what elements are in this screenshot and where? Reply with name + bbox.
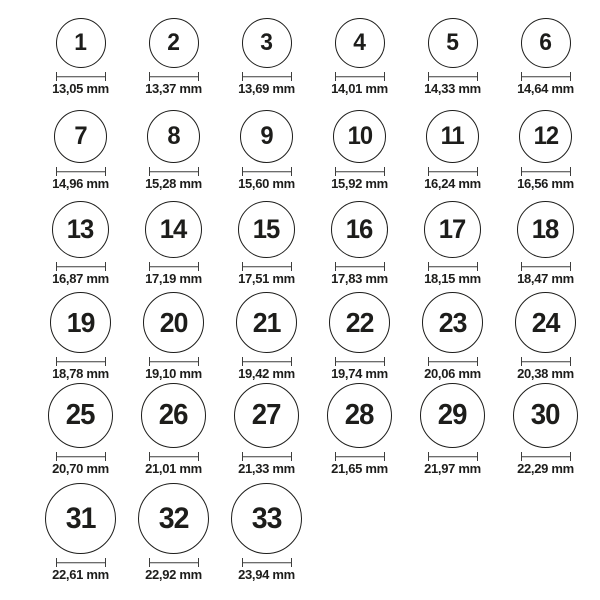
ring-size-number: 16 xyxy=(346,214,373,245)
diameter-label: 23,94 mm xyxy=(238,567,295,583)
diameter-label: 13,05 mm xyxy=(52,81,109,97)
ring-size-number: 28 xyxy=(345,399,374,432)
diameter-label: 19,74 mm xyxy=(331,366,388,382)
diameter-measure-line xyxy=(56,72,106,81)
diameter-measure-line xyxy=(56,262,106,271)
ring-circle xyxy=(331,201,388,258)
ring-size-item xyxy=(406,110,499,192)
ring-size-item xyxy=(34,383,127,477)
diameter-label: 17,51 mm xyxy=(238,271,295,287)
ring-circle xyxy=(143,292,204,353)
diameter-measure-line xyxy=(428,452,478,461)
ring-circle xyxy=(521,18,571,68)
ring-size-number: 5 xyxy=(446,29,459,57)
ring-size-item xyxy=(127,18,220,97)
ring-size-number: 27 xyxy=(252,399,281,432)
diameter-measure-line xyxy=(149,72,199,81)
ring-size-item xyxy=(406,201,499,287)
ring-size-number: 2 xyxy=(167,29,180,57)
ring-size-item xyxy=(34,110,127,192)
ring-circle xyxy=(517,201,574,258)
diameter-measure-line xyxy=(242,167,292,176)
diameter-label: 17,19 mm xyxy=(145,271,202,287)
diameter-measure-line xyxy=(242,452,292,461)
ring-circle xyxy=(327,383,392,448)
ring-size-item xyxy=(220,201,313,287)
diameter-label: 22,29 mm xyxy=(517,461,574,477)
diameter-label: 21,97 mm xyxy=(424,461,481,477)
diameter-label: 19,42 mm xyxy=(238,366,295,382)
ring-circle xyxy=(240,110,293,163)
diameter-label: 21,01 mm xyxy=(145,461,202,477)
chart-row xyxy=(34,2,600,97)
ring-size-number: 23 xyxy=(438,306,467,338)
ring-size-number: 21 xyxy=(252,306,281,338)
ring-size-number: 13 xyxy=(67,214,94,245)
diameter-measure-line xyxy=(521,262,571,271)
diameter-measure-line xyxy=(149,558,199,567)
ring-size-number: 26 xyxy=(159,399,188,432)
ring-size-item xyxy=(499,18,592,97)
ring-size-item xyxy=(406,18,499,97)
diameter-measure-line xyxy=(149,357,199,366)
diameter-label: 16,56 mm xyxy=(517,176,574,192)
ring-circle xyxy=(422,292,483,353)
ring-circle xyxy=(231,483,302,554)
ring-size-number: 6 xyxy=(539,29,552,57)
ring-size-number: 8 xyxy=(167,122,180,151)
diameter-measure-line xyxy=(428,357,478,366)
diameter-measure-line xyxy=(56,452,106,461)
diameter-label: 22,61 mm xyxy=(52,567,109,583)
diameter-label: 19,10 mm xyxy=(145,366,202,382)
diameter-label: 13,69 mm xyxy=(238,81,295,97)
ring-size-number: 25 xyxy=(66,399,95,432)
ring-size-number: 11 xyxy=(440,122,465,151)
diameter-label: 14,64 mm xyxy=(517,81,574,97)
ring-circle xyxy=(519,110,572,163)
ring-circle xyxy=(145,201,202,258)
ring-size-item xyxy=(220,18,313,97)
ring-size-item xyxy=(313,383,406,477)
ring-circle xyxy=(428,18,478,68)
ring-size-item xyxy=(127,483,220,583)
diameter-measure-line xyxy=(335,167,385,176)
ring-size-item xyxy=(34,483,127,583)
ring-size-number: 29 xyxy=(438,399,467,432)
ring-size-item xyxy=(220,383,313,477)
diameter-label: 20,38 mm xyxy=(517,366,574,382)
ring-size-item xyxy=(220,483,313,583)
diameter-label: 18,15 mm xyxy=(424,271,481,287)
ring-circle xyxy=(424,201,481,258)
diameter-label: 18,47 mm xyxy=(517,271,574,287)
ring-size-item xyxy=(34,201,127,287)
diameter-label: 15,28 mm xyxy=(145,176,202,192)
diameter-measure-line xyxy=(335,72,385,81)
diameter-measure-line xyxy=(242,72,292,81)
ring-circle xyxy=(149,18,199,68)
ring-circle xyxy=(426,110,479,163)
chart-row xyxy=(34,287,600,382)
ring-size-item xyxy=(34,18,127,97)
ring-circle xyxy=(513,383,578,448)
diameter-label: 16,24 mm xyxy=(424,176,481,192)
ring-size-item xyxy=(220,292,313,382)
ring-size-number: 10 xyxy=(347,122,372,151)
ring-size-number: 31 xyxy=(65,501,96,535)
diameter-measure-line xyxy=(149,167,199,176)
diameter-measure-line xyxy=(242,357,292,366)
diameter-label: 13,37 mm xyxy=(145,81,202,97)
diameter-measure-line xyxy=(242,262,292,271)
ring-size-item xyxy=(313,18,406,97)
ring-size-item xyxy=(127,201,220,287)
ring-size-number: 14 xyxy=(160,214,187,245)
diameter-label: 14,33 mm xyxy=(424,81,481,97)
ring-size-number: 19 xyxy=(66,306,95,338)
ring-size-item xyxy=(127,110,220,192)
diameter-label: 18,78 mm xyxy=(52,366,109,382)
ring-circle xyxy=(147,110,200,163)
ring-size-number: 12 xyxy=(533,122,558,151)
ring-size-item xyxy=(34,292,127,382)
diameter-measure-line xyxy=(521,357,571,366)
diameter-measure-line xyxy=(56,167,106,176)
diameter-label: 14,96 mm xyxy=(52,176,109,192)
ring-size-number: 24 xyxy=(531,306,560,338)
chart-row xyxy=(34,97,600,192)
ring-circle xyxy=(234,383,299,448)
ring-size-item xyxy=(313,201,406,287)
diameter-measure-line xyxy=(242,558,292,567)
diameter-measure-line xyxy=(521,452,571,461)
ring-size-number: 15 xyxy=(253,214,280,245)
ring-circle xyxy=(56,18,106,68)
diameter-measure-line xyxy=(335,452,385,461)
diameter-measure-line xyxy=(521,167,571,176)
ring-circle xyxy=(329,292,390,353)
diameter-label: 22,92 mm xyxy=(145,567,202,583)
diameter-measure-line xyxy=(149,262,199,271)
ring-circle xyxy=(242,18,292,68)
ring-size-item xyxy=(220,110,313,192)
diameter-label: 21,65 mm xyxy=(331,461,388,477)
ring-circle xyxy=(141,383,206,448)
ring-circle xyxy=(236,292,297,353)
ring-size-number: 18 xyxy=(532,214,559,245)
chart-row xyxy=(34,382,600,477)
ring-size-item xyxy=(313,292,406,382)
ring-size-number: 3 xyxy=(260,29,273,57)
diameter-measure-line xyxy=(149,452,199,461)
chart-row xyxy=(34,477,600,583)
ring-size-number: 17 xyxy=(439,214,466,245)
diameter-measure-line xyxy=(428,167,478,176)
ring-size-item xyxy=(406,292,499,382)
ring-circle xyxy=(238,201,295,258)
ring-size-item xyxy=(499,292,592,382)
ring-circle xyxy=(333,110,386,163)
diameter-measure-line xyxy=(521,72,571,81)
ring-size-number: 4 xyxy=(353,29,366,57)
chart-row xyxy=(34,192,600,287)
diameter-measure-line xyxy=(428,262,478,271)
ring-size-number: 9 xyxy=(260,122,273,151)
diameter-measure-line xyxy=(428,72,478,81)
diameter-measure-line xyxy=(56,357,106,366)
ring-size-item xyxy=(313,110,406,192)
ring-circle xyxy=(52,201,109,258)
ring-size-item xyxy=(499,110,592,192)
ring-size-item xyxy=(406,383,499,477)
diameter-label: 15,60 mm xyxy=(238,176,295,192)
diameter-measure-line xyxy=(56,558,106,567)
ring-circle xyxy=(45,483,116,554)
ring-size-number: 1 xyxy=(74,29,87,57)
ring-size-item xyxy=(127,292,220,382)
diameter-measure-line xyxy=(335,262,385,271)
ring-size-number: 32 xyxy=(158,501,189,535)
diameter-label: 20,70 mm xyxy=(52,461,109,477)
diameter-label: 20,06 mm xyxy=(424,366,481,382)
ring-size-number: 33 xyxy=(251,501,282,535)
ring-size-item xyxy=(127,383,220,477)
ring-size-item xyxy=(499,201,592,287)
diameter-label: 21,33 mm xyxy=(238,461,295,477)
ring-circle xyxy=(48,383,113,448)
ring-circle xyxy=(138,483,209,554)
ring-circle xyxy=(335,18,385,68)
diameter-label: 16,87 mm xyxy=(52,271,109,287)
ring-size-item xyxy=(499,383,592,477)
ring-size-number: 22 xyxy=(345,306,374,338)
ring-size-number: 7 xyxy=(74,122,87,151)
diameter-label: 14,01 mm xyxy=(331,81,388,97)
ring-size-number: 30 xyxy=(531,399,560,432)
ring-circle xyxy=(54,110,107,163)
ring-circle xyxy=(515,292,576,353)
diameter-label: 17,83 mm xyxy=(331,271,388,287)
ring-circle xyxy=(50,292,111,353)
ring-size-number: 20 xyxy=(159,306,188,338)
diameter-label: 15,92 mm xyxy=(331,176,388,192)
diameter-measure-line xyxy=(335,357,385,366)
ring-circle xyxy=(420,383,485,448)
